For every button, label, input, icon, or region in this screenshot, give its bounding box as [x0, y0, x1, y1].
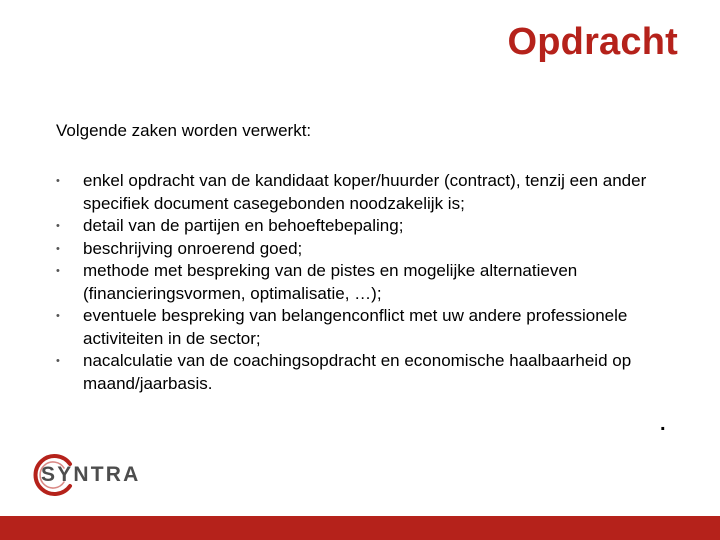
bullet-item — [56, 350, 666, 395]
intro-text: Volgende zaken worden verwerkt: — [56, 121, 312, 140]
bullet-item — [56, 215, 666, 238]
bullet-item — [56, 238, 666, 261]
end-mark: . — [660, 413, 666, 435]
bullet-icon: • — [56, 220, 60, 232]
bullet-text: nacalculatie van de coachingsopdracht en economische haalbaarheid op maand/jaarbasis. — [83, 351, 632, 393]
bullet-text: beschrijving onroerend goed; — [83, 238, 303, 258]
bullet-icon: • — [56, 242, 60, 255]
bullet-icon: • — [56, 175, 60, 187]
slide-title: Opdracht — [507, 21, 678, 63]
bottom-bar — [0, 516, 720, 540]
bullet-icon: • — [56, 265, 60, 277]
bullet-list — [56, 170, 666, 395]
syntra-logo — [30, 452, 160, 498]
bullet-text: methode met bespreking van de pistes en mogelijke alternatieven (financieringsvormen, optimalisatie, …); — [83, 261, 578, 303]
logo-text: SYNTRA — [41, 463, 141, 486]
bullet-icon: • — [56, 355, 60, 367]
bullet-item — [56, 170, 666, 215]
bullet-item — [56, 305, 666, 350]
bullet-text: detail van de partijen en behoeftebepaling; — [83, 216, 404, 235]
bullet-text: enkel opdracht van de kandidaat koper/huurder (contract), tenzij een ander specifiek document casegebonden noodzakelijk is; — [83, 171, 647, 213]
bullet-item — [56, 260, 666, 305]
bullet-icon: • — [56, 310, 60, 322]
bullet-text: eventuele bespreking van belangenconflict met uw andere professionele activiteiten in de sector; — [83, 306, 628, 348]
